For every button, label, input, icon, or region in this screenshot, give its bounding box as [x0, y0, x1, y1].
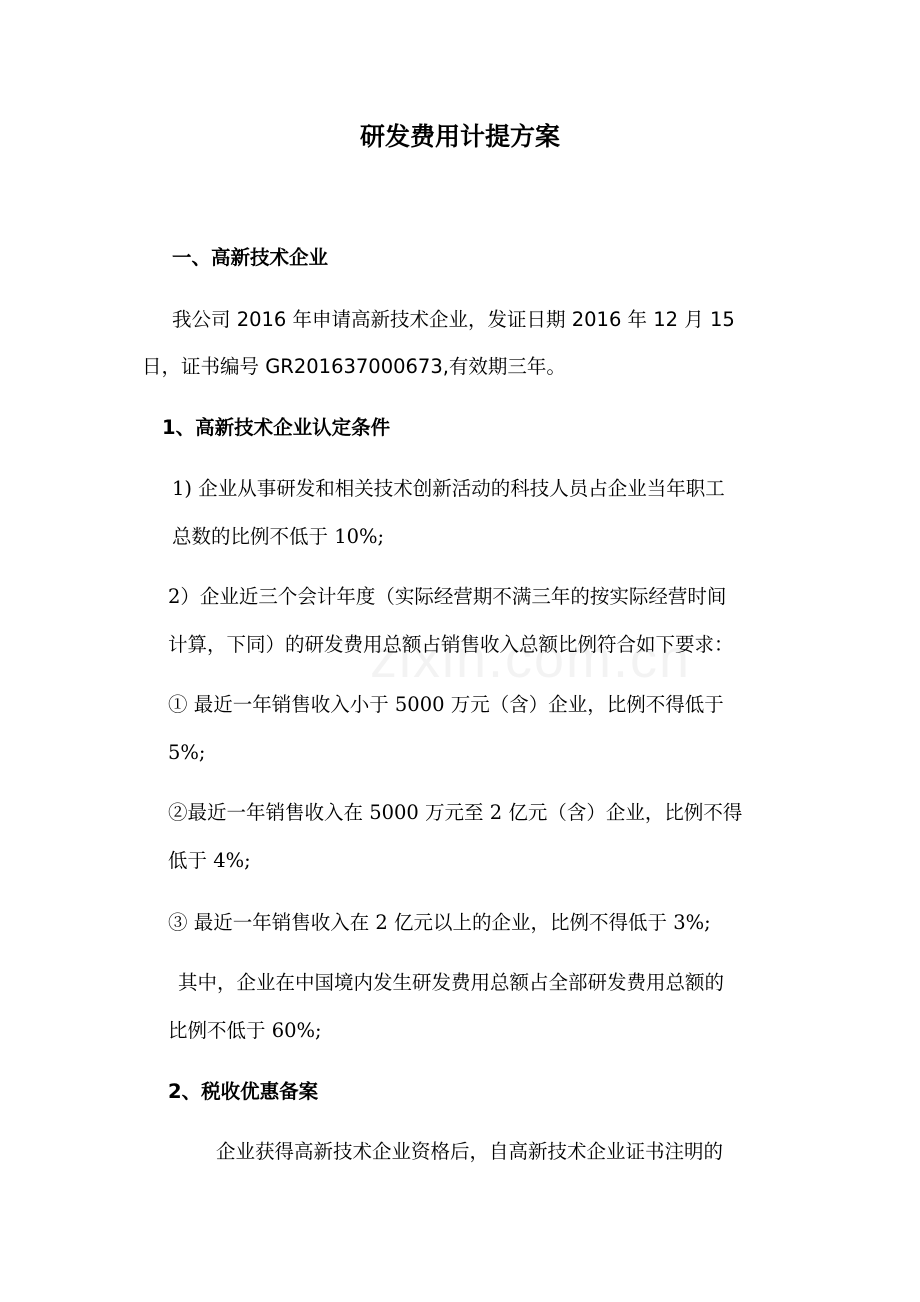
section-heading-1: 一、高新技术企业: [172, 246, 329, 269]
intro-line-2: 日，证书编号 GR201637000673,有效期三年。: [142, 355, 566, 378]
note-line-1: 其中，企业在中国境内发生研发费用总额占全部研发费用总额的: [178, 971, 725, 994]
condition-2-line-2: 计算，下同）的研发费用总额占销售收入总额比例符合如下要求：: [168, 633, 734, 656]
criterion-1-line-1: ① 最近一年销售收入小于 5000 万元（含）企业，比例不得低于: [168, 693, 724, 716]
criterion-2-line-2: 低于 4%;: [168, 849, 251, 872]
tax-line-1: 企业获得高新技术企业资格后，自高新技术企业证书注明的: [216, 1140, 724, 1163]
condition-2-line-1: 2）企业近三个会计年度（实际经营期不满三年的按实际经营时间: [168, 585, 727, 608]
page-title: 研发费用计提方案: [359, 122, 560, 151]
condition-1-line-2: 总数的比例不低于 10%;: [172, 525, 385, 548]
subheading-1: 1、高新技术企业认定条件: [162, 416, 391, 439]
intro-line-1: 我公司 2016 年申请高新技术企业，发证日期 2016 年 12 月 15: [172, 308, 735, 331]
criterion-2-line-1: ②最近一年销售收入在 5000 万元至 2 亿元（含）企业，比例不得: [168, 801, 743, 824]
subheading-2: 2、税收优惠备案: [168, 1080, 319, 1103]
condition-1-line-1: 1) 企业从事研发和相关技术创新活动的科技人员占企业当年职工: [172, 477, 725, 500]
watermark: [370, 628, 691, 690]
criterion-1-line-2: 5%;: [168, 741, 206, 764]
note-line-2: 比例不低于 60%;: [168, 1019, 322, 1042]
criterion-3-line-1: ③ 最近一年销售收入在 2 亿元以上的企业，比例不得低于 3%;: [168, 911, 711, 934]
